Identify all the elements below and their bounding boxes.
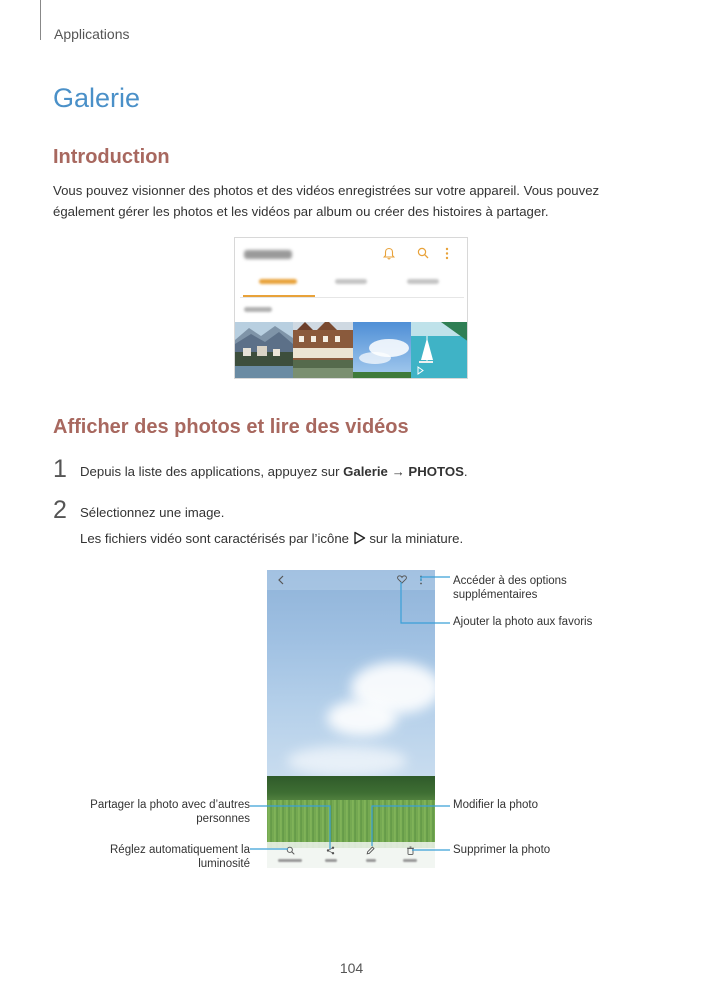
- callout-edit: Modifier la photo: [453, 799, 539, 811]
- introduction-heading: Introduction: [53, 146, 170, 168]
- step-2-note-b: sur la miniature.: [365, 531, 464, 546]
- callout-line-more-options: [421, 577, 450, 581]
- step-1-arrow: →: [387, 464, 409, 479]
- step-2-text: Sélectionnez une image.: [80, 505, 225, 520]
- step-2-number: 2: [53, 496, 67, 524]
- callout-delete: Supprimer la photo: [453, 844, 551, 856]
- callout-line-favorite: [401, 582, 450, 623]
- step-1-text-b: .: [463, 464, 468, 479]
- view-photos-heading: Afficher des photos et lire des vidéos: [53, 416, 409, 438]
- callout-share: Partager la photo avec d’autres personnes: [90, 799, 250, 825]
- callout-auto-adjust: Réglez automatiquement la luminosité: [110, 844, 250, 870]
- step-1-tab-name: PHOTOS: [408, 464, 464, 479]
- callout-line-edit: [372, 806, 450, 846]
- step-1-number: 1: [53, 455, 67, 483]
- section-label: Applications: [54, 26, 130, 42]
- page-title: Galerie: [53, 83, 141, 113]
- step-1-text-a: Depuis la liste des applications, appuyez sur: [80, 464, 344, 479]
- callout-more-options: Accéder à des options supplémentaires: [453, 575, 567, 601]
- step-1-app-name: Galerie: [343, 464, 388, 479]
- callout-line-share: [250, 806, 330, 849]
- introduction-paragraph: Vous pouvez visionner des photos et des vidéos enregistrées sur votre appareil. Vous pouvez également gérer les photos et les vidéos par album ou créer des histoires à partager.: [53, 183, 600, 219]
- step-2-note-a: Les fichiers vidéo sont caractérisés par l’icône: [80, 531, 353, 546]
- callout-favorite: Ajouter la photo aux favoris: [453, 616, 593, 628]
- page-number: 104: [339, 960, 364, 976]
